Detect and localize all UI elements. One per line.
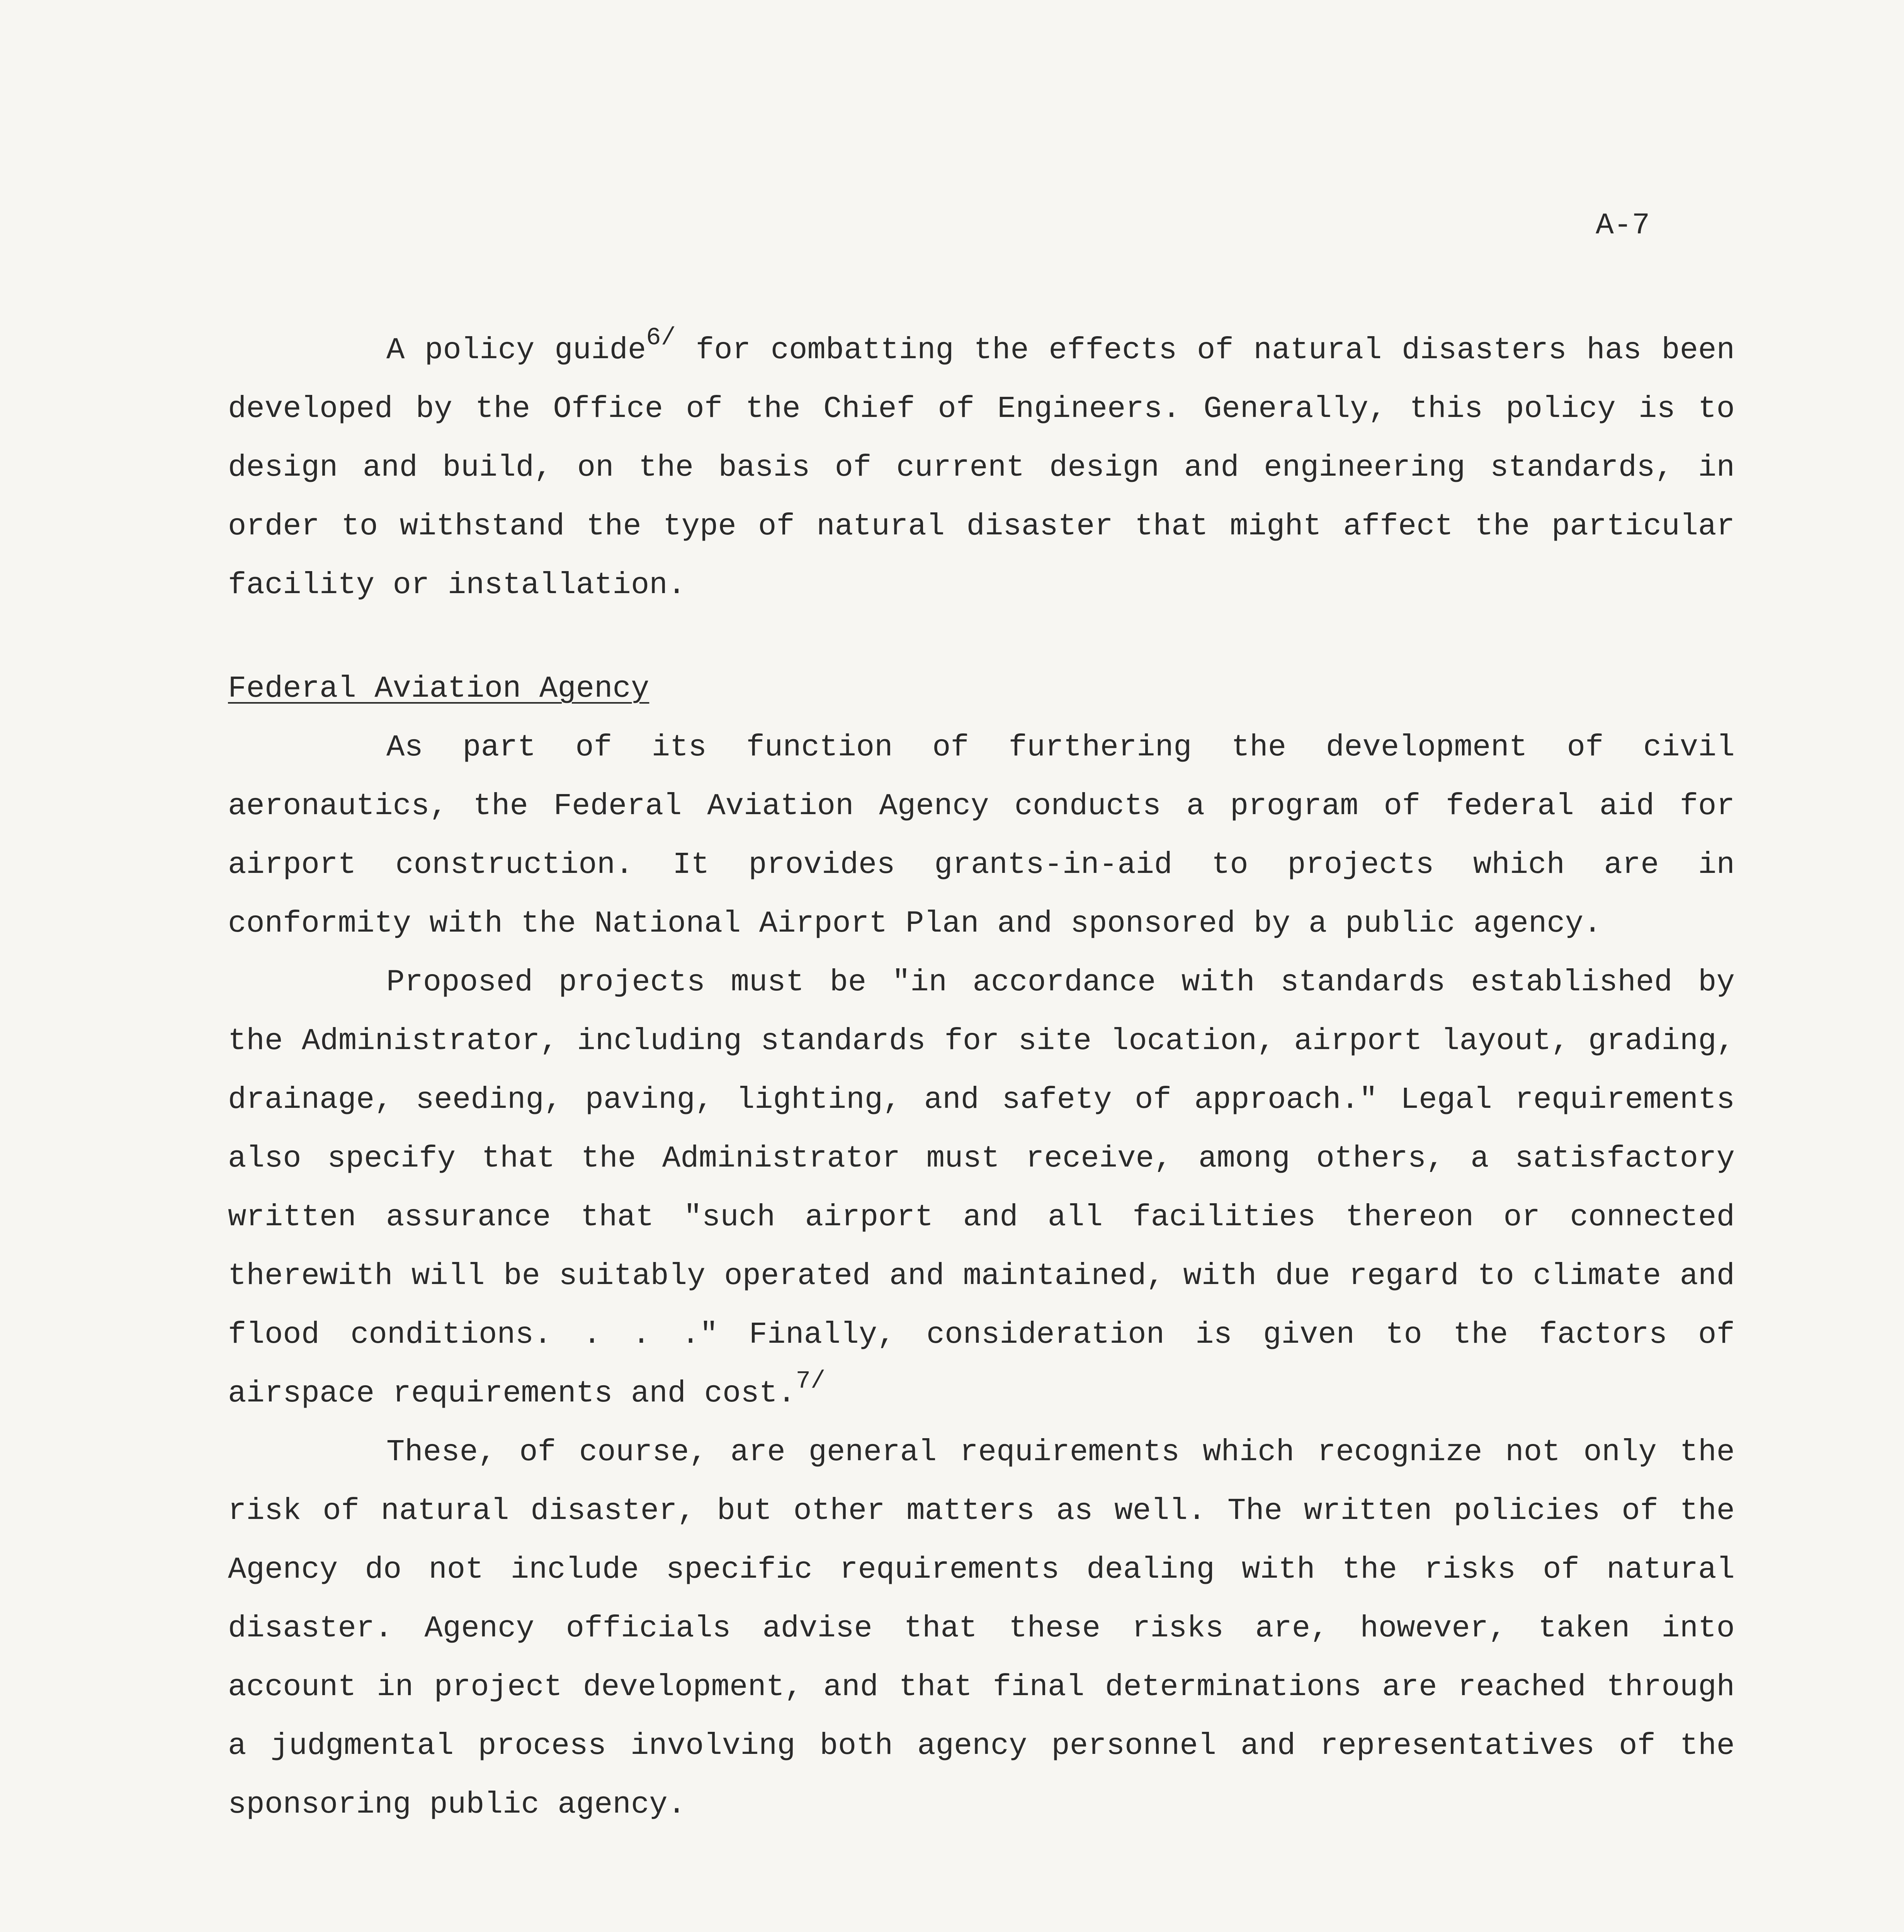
body-text	[228, 321, 1735, 1834]
paragraph-proposed-projects	[228, 953, 1735, 1423]
paragraph-text: for combatting the effects of natural disasters has been developed by the Office of the Chief of Engineers. Generally, this policy is to design and build, on the basis of current design and engineering standards, in order to withstand the type of natural disaster that might affect the particular facility or installation.	[228, 333, 1735, 602]
page-number: A-7	[1596, 209, 1650, 243]
paragraph-text: Proposed projects must be "in accordance with standards established by the Administrator, including standards for site location, airport layout, grading, drainage, seeding, paving, lighting, and safety of approach." Legal requirements also specify that the Administrator must receive, among others, a satisfactory written assurance that "such airport and all facilities thereon or connected therewith will be suitably operated and maintained, with due regard to climate and flood conditions. . . ." Finally, consideration is given to the factors of airspace requirements and cost.	[228, 965, 1735, 1411]
section-heading: Federal Aviation Agency	[228, 671, 649, 706]
paragraph-text: A policy guide	[386, 333, 646, 367]
footnote-reference-7: 7/	[796, 1367, 826, 1395]
footnote-reference-6: 6/	[646, 324, 676, 352]
paragraph-policy-guide	[228, 321, 1735, 614]
paragraph-general-requirements: These, of course, are general requirements which recognize not only the risk of natural disaster, but other matters as well. The written policies of the Agency do not include specific requirements dealing with the risks of natural disaster. Agency officials advise that these risks are, however, taken into account in project development, and that final determinations are reached through a judgmental process involving both agency personnel and representatives of the sponsoring public agency.	[228, 1435, 1735, 1822]
paragraph-faa-program: As part of its function of furthering the development of civil aeronautics, the Federal Aviation Agency conducts a program of federal aid for airport construction. It provides grants-in-aid to projects which are in conformity with the National Airport Plan and sponsored by a public agency.	[228, 730, 1735, 941]
